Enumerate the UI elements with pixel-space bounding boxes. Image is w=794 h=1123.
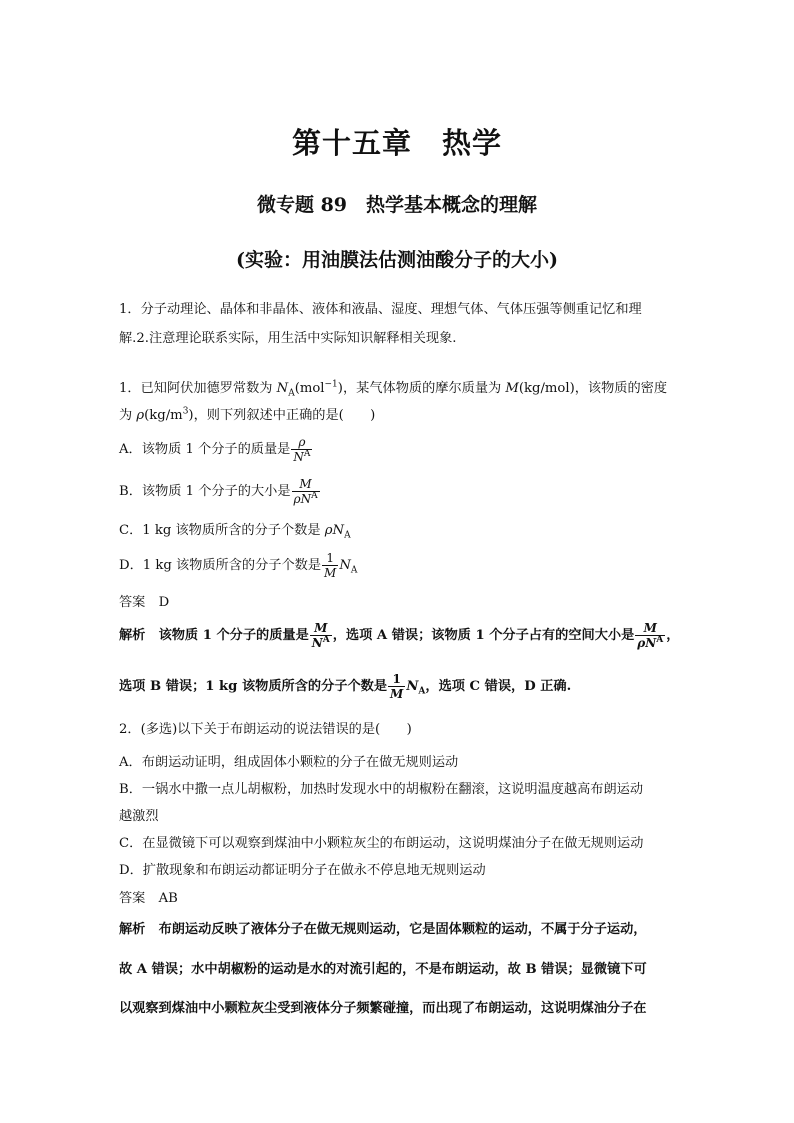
q1-stem-line-1: 1．已知阿伏加德罗常数为 $N_A(mol^{-1})$，某气体物质的摩尔质量为 M(kg/mol)，该物质的密度 xyxy=(119,379,668,399)
q1-option-b: B．该物质 1 个分子的大小是 $\frac{M}{\rho N^A}$ xyxy=(119,477,318,506)
topic-title: 微专题 89 热学基本概念的理解 xyxy=(256,194,538,216)
q2-stem: 2．(多选)以下关于布朗运动的说法错误的是( ) xyxy=(119,722,412,737)
fraction: $\frac{1}{M}$ xyxy=(324,551,337,580)
q1-option-a: A．该物质 1 个分子的质量是 $\frac{\rho}{N^A}$ xyxy=(119,435,311,464)
intro-line-2: 解.2.注意理论联系实际，用生活中实际知识解释相关现象. xyxy=(119,331,457,346)
fraction: $\frac{M}{\rho N^A}$ xyxy=(637,621,664,650)
q2-option-b-line-2: 越激烈 xyxy=(119,809,159,824)
q1-stem-line-2: 为 $\rho(kg/m^3)$，则下列叙述中正确的是( ) xyxy=(119,406,376,423)
q1-analysis-line-2: 选项 B 错误；1 kg 该物质所含的分子个数是 $\frac{1}{M}$ $N_A$，选项 C 错误，D 正确. xyxy=(119,672,572,701)
q1-answer: 答案 D xyxy=(119,595,170,610)
q2-analysis-line-3: 以观察到煤油中小颗粒灰尘受到液体分子频繁碰撞，而出现了布朗运动，这说明煤油分子在 xyxy=(119,1001,647,1016)
q2-option-a: A．布朗运动证明，组成固体小颗粒的分子在做无规则运动 xyxy=(119,755,459,770)
q2-analysis-line-2: 故 A 错误；水中胡椒粉的运动是水的对流引起的，不是布朗运动，故 B 错误；显微镜下可 xyxy=(119,962,647,977)
fraction: $\frac{M}{N^A}$ xyxy=(311,621,330,650)
q2-answer: 答案 AB xyxy=(119,891,178,906)
q1-option-d: D．1 kg 该物质所含的分子个数是 $\frac{1}{M}$ $N_A$ xyxy=(119,551,358,580)
q2-option-b-line-1: B．一锅水中撒一点儿胡椒粉，加热时发现水中的胡椒粉在翻滚，这说明温度越高布朗运动 xyxy=(119,782,643,797)
fraction: $\frac{1}{M}$ xyxy=(390,672,404,701)
fraction: $\frac{\rho}{N^A}$ xyxy=(293,435,311,464)
q1-analysis-line-1: 解析 该物质 1 个分子的质量是 $\frac{M}{N^A}$ ，选项 A 错误；该物质 1 个分子占有的空间大小是 $\frac{M}{\rho N^A}$ ， xyxy=(119,621,680,650)
experiment-title: (实验：用油膜法估测油酸分子的大小) xyxy=(236,249,558,271)
fraction: $\frac{M}{\rho N^A}$ xyxy=(293,477,318,506)
intro-line-1: 1．分子动理论、晶体和非晶体、液体和液晶、湿度、理想气体、气体压强等侧重记忆和理 xyxy=(119,302,642,317)
q2-option-c: C．在显微镜下可以观察到煤油中小颗粒灰尘的布朗运动，这说明煤油分子在做无规则运动 xyxy=(119,836,644,851)
q2-option-d: D．扩散现象和布朗运动都证明分子在做永不停息地无规则运动 xyxy=(119,863,486,878)
q1-option-c: C．1 kg 该物质所含的分子个数是 $\rho N_A$ xyxy=(119,523,351,541)
chapter-title: 第十五章 热学 xyxy=(291,126,502,160)
q2-analysis-line-1: 解析 布朗运动反映了液体分子在做无规则运动，它是固体颗粒的运动，不属于分子运动， xyxy=(119,922,647,937)
